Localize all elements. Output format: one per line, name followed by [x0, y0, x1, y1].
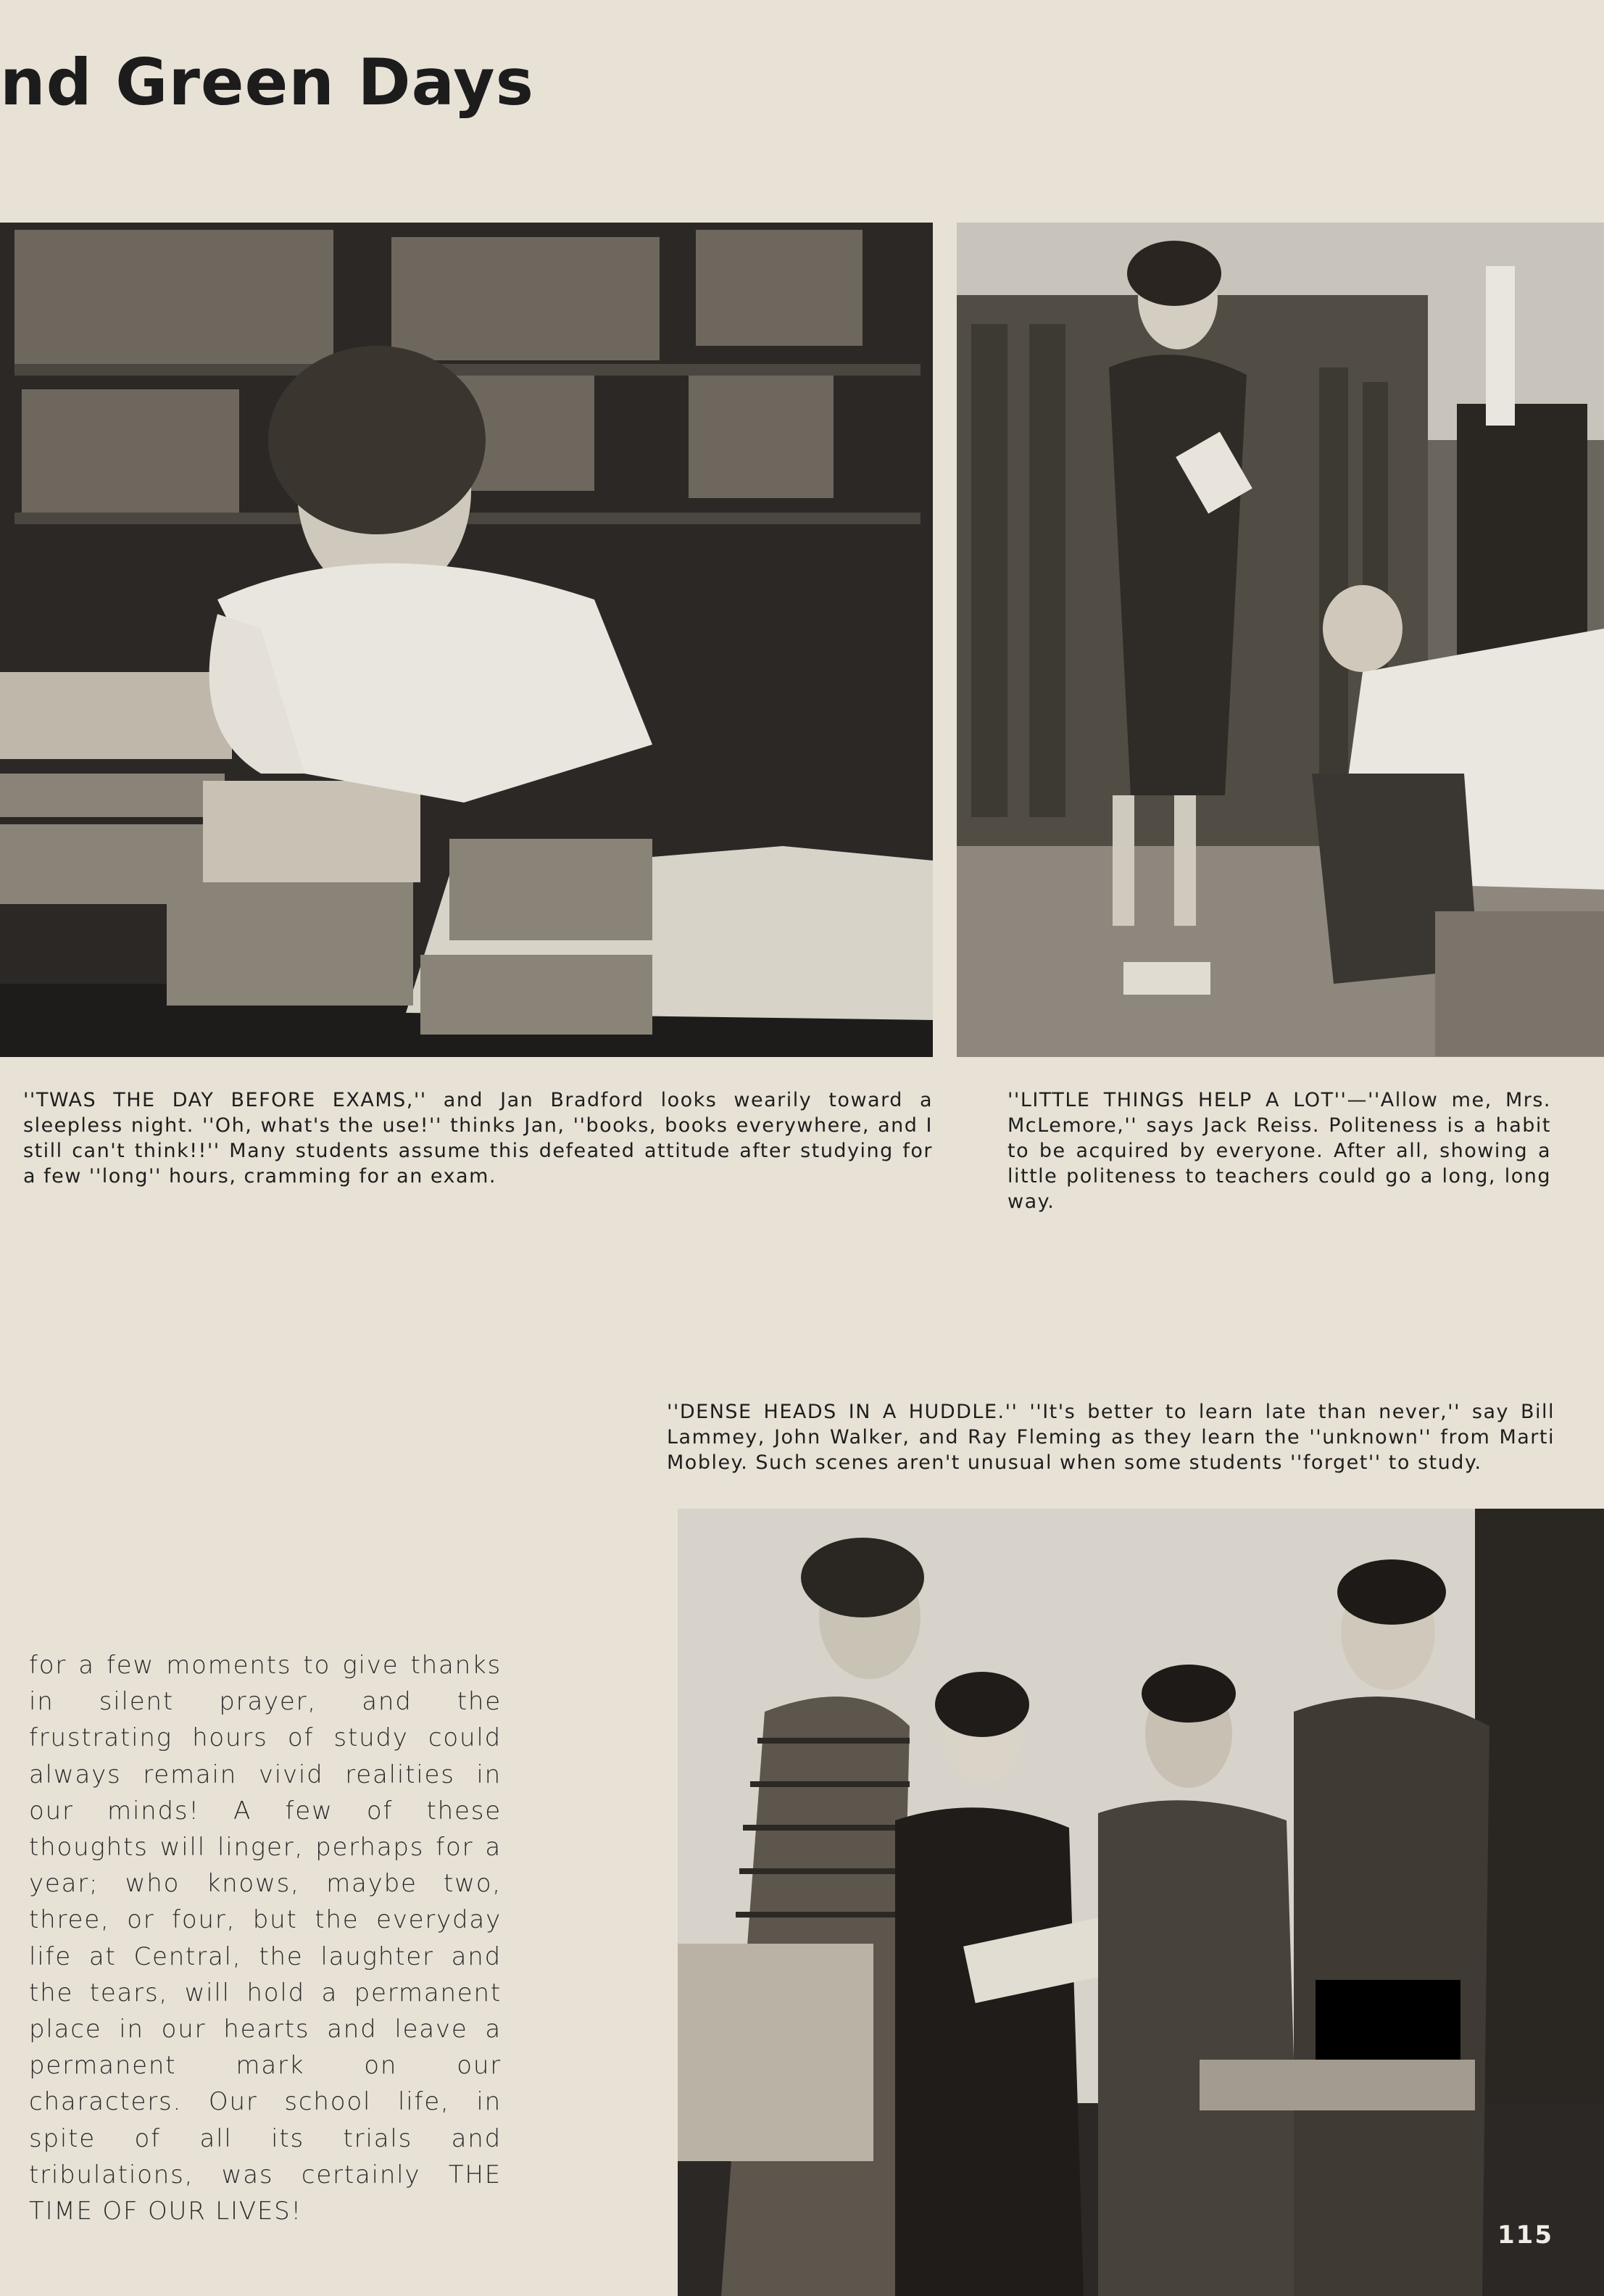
hallway-photo-art [957, 223, 1604, 1057]
huddle-photo [678, 1509, 1604, 2296]
library-photo [0, 223, 933, 1057]
huddle-photo-art [678, 1509, 1604, 2296]
body-text: for a few moments to give thanks in silent prayer, and the frustrating hours of study could always remain vivid realities in our minds! A few of these thoughts will linger, perhaps for a year; who knows, maybe two, three, or four, but the everyday life at Central, the laughter and the tears, will hold a permanent place in our hearts and leave a permanent mark on our characters. Our school life, in spite of all its trials and tribulations, was certainly THE TIME OF OUR LIVES! [29, 1651, 502, 2226]
library-photo-art [0, 223, 933, 1057]
huddle-caption: ''DENSE HEADS IN A HUDDLE.'' ''It's better to learn late than never,'' say Bill Lammey, John Walker, and Ray Fleming as they learn the ''unknown'' from Marti Mobley. Such scenes aren't unusual when some students ''forget'' to study. [667, 1401, 1555, 1474]
library-caption: ''TWAS THE DAY BEFORE EXAMS,'' and Jan Bradford looks wearily toward a sleepless night. ''Oh, what's the use!'' thinks Jan, ''books, books everywhere, and I still can't think!!'' Many students assume this defeated attitude after studying for a few ''long'' hours, cramming for an exam. [23, 1089, 933, 1188]
hallway-caption: ''LITTLE THINGS HELP A LOT''—''Allow me, Mrs. McLemore,'' says Jack Reiss. Politeness is a habit to be acquired by everyone. After all, showing a little politeness to teachers could go a long, long way. [1007, 1089, 1551, 1213]
page-title: nd Green Days [0, 45, 535, 120]
page-number: 115 [1497, 2221, 1553, 2250]
hallway-photo [957, 223, 1604, 1057]
